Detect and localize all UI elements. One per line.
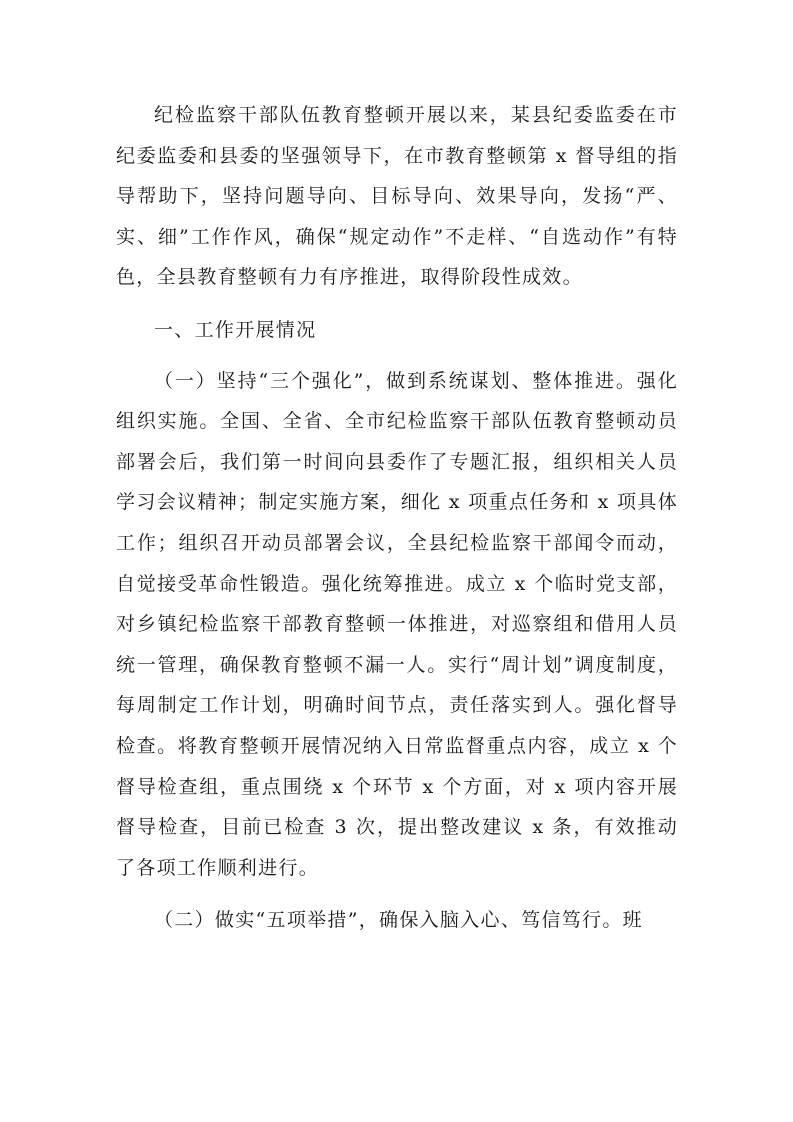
subsection-2-paragraph: （二）做实“五项举措”，确保入脑入心、笃信笃行。班 xyxy=(154,909,643,932)
intro-paragraph: 纪检监察干部队伍教育整顿开展以来，某县纪委监委在市纪委监委和县委的坚强领导下，在市教育整顿第 x 督导组的指导帮助下，坚持问题导向、目标导向、效果导向，发扬“严、实、细”工作作风，确保“规定动作”不走样、“自选动作”有特色，全县教育整顿有力有序推进，取得阶段性成效。 xyxy=(116,104,678,289)
subsection-1-paragraph: （一）坚持“三个强化”，做到系统谋划、整体推进。强化组织实施。全国、全省、全市纪检监察干部队伍教育整顿动员部署会后，我们第一时间向县委作了专题汇报，组织相关人员学习会议精神；制定实施方案，细化 x 项重点任务和 x 项具体工作；组织召开动员部署会议，全县纪检监察干部闻令而动，自觉接受革命性锻造。强化统筹推进。成立 x 个临时党支部，对乡镇纪检监察干部教育整顿一体推进，对巡察组和借用人员统一管理，确保教育整顿不漏一人。实行“周计划”调度制度，每周制定工作计划，明确时间节点，责任落实到人。强化督导检查。将教育整顿开展情况纳入日常监督重点内容，成立 x 个督导检查组，重点围绕 x 个环节 x 个方面，对 x 项内容开展督导检查，目前已检查 3 次，提出整改建议 x 条，有效推动了各项工作顺利进行。 xyxy=(116,369,678,879)
document-body xyxy=(116,95,678,941)
section-heading: 一、工作开展情况 xyxy=(154,318,317,341)
